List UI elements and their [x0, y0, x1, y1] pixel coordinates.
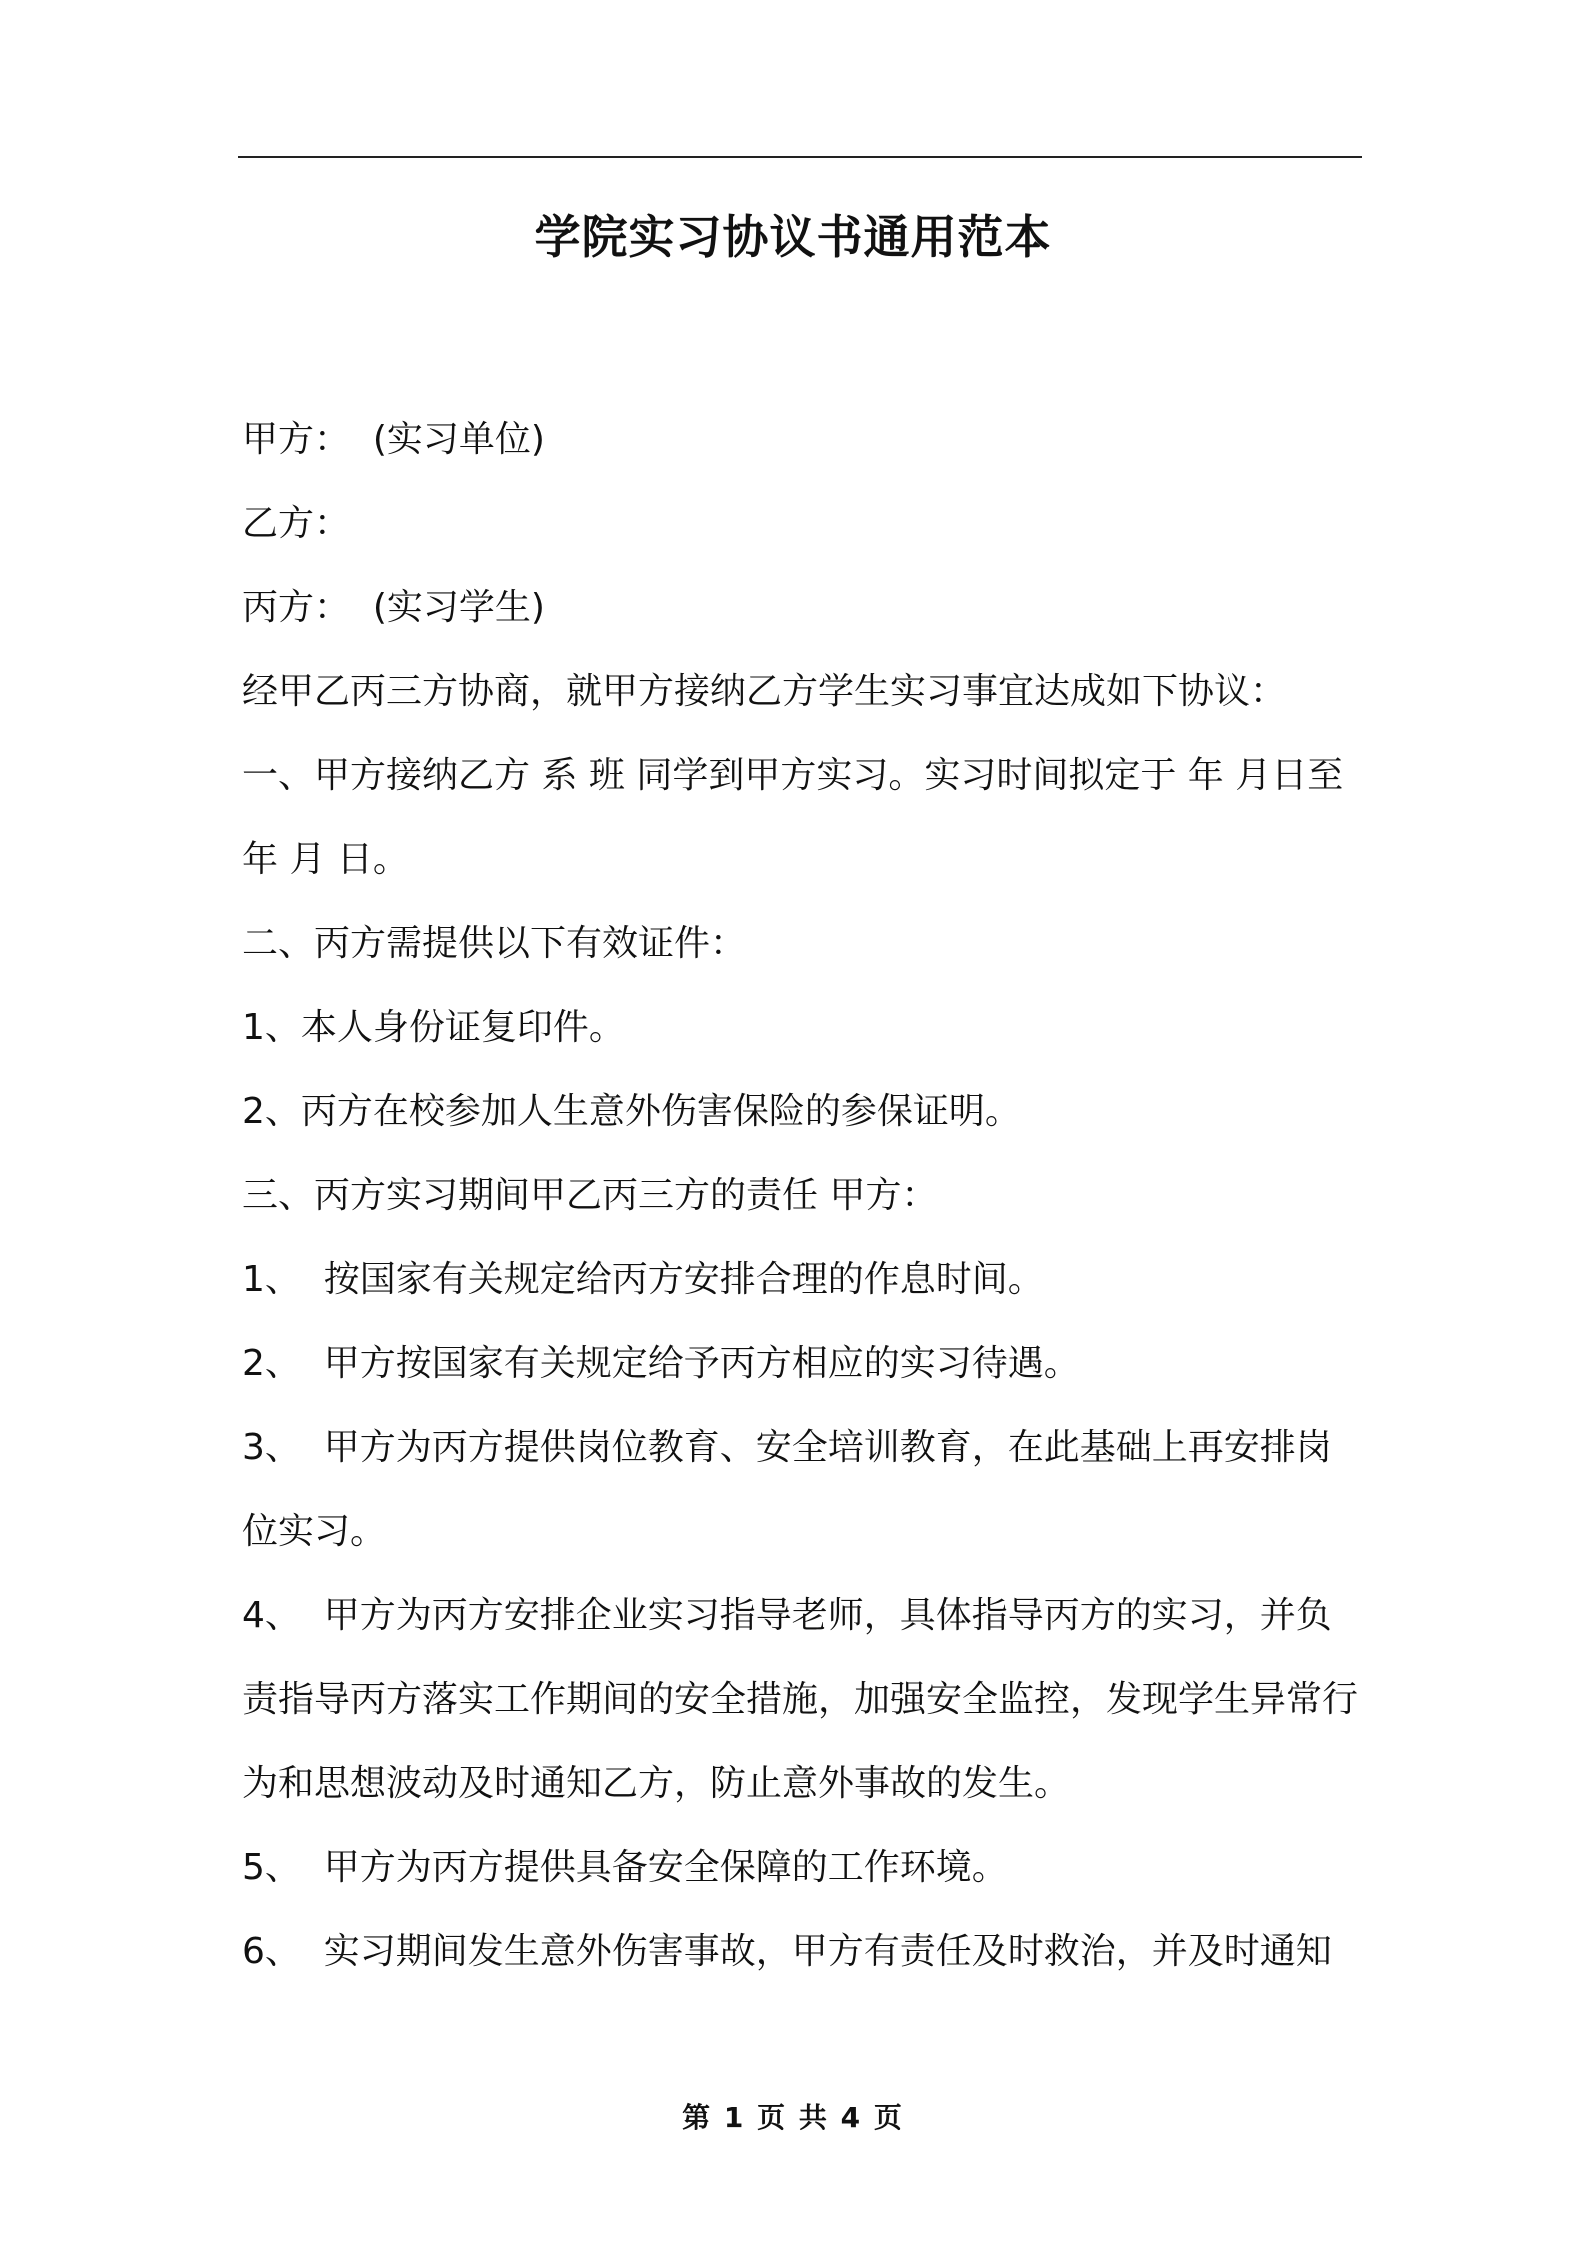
header-rule: [238, 156, 1362, 158]
page-footer: 第 1 页 共 4 页: [682, 2101, 904, 2134]
paragraph-clause-3-item-4: 4、 甲方为丙方安排企业实习指导老师，具体指导丙方的实习，并负责指导丙方落实工作期间的安全措施，加强安全监控，发现学生异常行为和思想波动及时通知乙方，防止意外事故的发生。: [242, 1595, 1359, 1804]
paragraph-clause-2: 二、丙方需提供以下有效证件：: [242, 923, 747, 964]
paragraph-party-a: 甲方： (实习单位): [242, 419, 545, 460]
paragraph-clause-3-item-3: 3、 甲方为丙方提供岗位教育、安全培训教育，在此基础上再安排岗位实习。: [242, 1427, 1332, 1552]
paragraph-clause-3-item-1: 1、 按国家有关规定给丙方安排合理的作息时间。: [242, 1259, 1044, 1300]
paragraph-clause-2-item-2: 2、丙方在校参加人生意外伤害保险的参保证明。: [242, 1091, 1021, 1132]
paragraph-clause-2-item-1: 1、本人身份证复印件。: [242, 1007, 625, 1048]
paragraph-clause-3-item-5: 5、 甲方为丙方提供具备安全保障的工作环境。: [242, 1847, 1008, 1888]
paragraph-party-c: 丙方： (实习学生): [242, 587, 545, 628]
paragraph-clause-3-item-6: 6、 实习期间发生意外伤害事故，甲方有责任及时救治，并及时通知: [242, 1931, 1332, 1972]
document-title: 学院实习协议书通用范本: [534, 210, 1052, 264]
paragraph-clause-3: 三、丙方实习期间甲乙丙三方的责任 甲方：: [242, 1175, 938, 1216]
document-body: [242, 398, 1358, 1994]
paragraph-party-b: 乙方：: [242, 503, 351, 544]
paragraph-clause-3-item-2: 2、 甲方按国家有关规定给予丙方相应的实习待遇。: [242, 1343, 1080, 1384]
paragraph-clause-1: 一、甲方接纳乙方 系 班 同学到甲方实习。实习时间拟定于 年 月日至 年 月 日。: [242, 755, 1355, 880]
paragraph-preamble: 经甲乙丙三方协商，就甲方接纳乙方学生实习事宜达成如下协议：: [242, 671, 1287, 712]
